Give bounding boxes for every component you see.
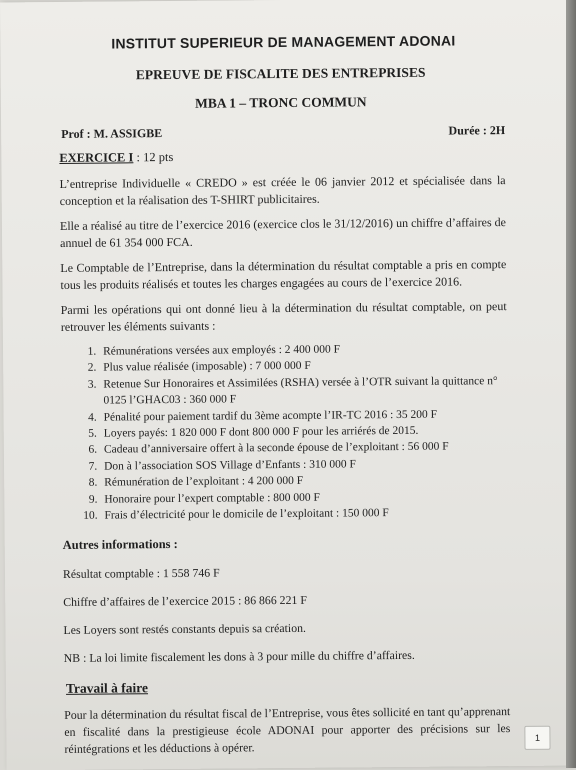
list-item: 4. Pénalité pour paiement tardif du 3ème acompte l’IR-TC 2016 : 35 200 F (100, 406, 508, 426)
list-item: 8. Rémunération de l’exploitant : 4 200 000 F (100, 471, 508, 491)
list-item: 2. Plus value réalisée (imposable) : 7 000 000 F (99, 356, 507, 376)
exercise-points: : 12 pts (133, 149, 174, 165)
page-edge (566, 0, 576, 768)
exercise-heading (59, 147, 505, 166)
exam-meta (61, 123, 505, 142)
exam-title: EPREUVE DE FISCALITE DES ENTREPRISES (135, 64, 426, 83)
paragraph-accounting: Le Comptable de l’Entreprise, dans la détermination du résultat comptable a pris en compte tous les produits réalisés et toutes les charges engagées au cours de l’exercice 2016. (60, 257, 507, 292)
institution-title: INSTITUT SUPERIEUR DE MANAGEMENT ADONAI (111, 32, 456, 52)
list-item: 3. Retenue Sur Honoraires et Assimilées (RSHA) versée à l’OTR suivant la quittance n° 0125 l’GHAC03 : 360 000 F (99, 373, 507, 409)
exercise-label: EXERCICE I (59, 150, 134, 165)
nb-note: NB : La loi limite fiscalement les dons à 3 pour mille du chiffre d’affaires. (63, 648, 415, 666)
work-text: Pour la détermination du résultat fiscal de l’Entreprise, vous êtes sollicité en tant qu’apprenant en fiscalité dans la prestigieuse école ADONAI pour apporter des précisions sur les réintégrations et les déductions à opérer. (64, 704, 511, 757)
exam-content (56, 32, 510, 767)
list-item: 1. Rémunérations versées aux employés : 2 400 000 F (99, 340, 507, 360)
accounting-result: Résultat comptable : 1 558 746 F (62, 566, 220, 582)
page-number: 1 (524, 726, 550, 750)
work-title: Travail à faire (65, 680, 149, 697)
list-item: 5. Loyers payés: 1 820 000 F dont 800 000 F pour les arriérés de 2015. (100, 422, 508, 442)
exam-duration: Durée : 2H (448, 123, 506, 138)
paragraph-turnover: Elle a réalisé au titre de l’exercice 2016 (exercice clos le 31/12/2016) un chiffre d’affaires de annuel de 61 354 000 FCA. (59, 215, 507, 250)
rent-note: Les Loyers sont restés constants depuis sa création. (63, 621, 306, 638)
other-info-title: Autres informations : (62, 537, 178, 553)
list-item: 9. Honoraire pour l’expert comptable : 800 000 F (100, 488, 508, 508)
paragraph-operations: Parmi les opérations qui ont donné lieu à la détermination du résultat comptable, on peut retrouver les éléments suivants : (60, 299, 507, 334)
paragraph-intro: L’entreprise Individuelle « CREDO » est créée le 06 janvier 2012 et spécialisée dans la conception et la réalisation des T-SHIRT publicitaires. (59, 173, 506, 208)
list-item: 7. Don à l’association SOS Village d’Enfants : 310 000 F (100, 455, 508, 475)
turnover-2015: Chiffre d’affaires de l’exercice 2015 : 86 866 221 F (63, 593, 307, 610)
professor-name: Prof : M. ASSIGBE (61, 126, 163, 141)
list-item: 10. Frais d’électricité pour le domicile de l’exploitant : 150 000 F (100, 504, 508, 524)
class-title: MBA 1 – TRONC COMMUN (195, 94, 367, 111)
list-item: 6. Cadeau d’anniversaire offert à la seconde épouse de l’exploitant : 56 000 F (100, 438, 508, 458)
operations-list (59, 340, 509, 524)
